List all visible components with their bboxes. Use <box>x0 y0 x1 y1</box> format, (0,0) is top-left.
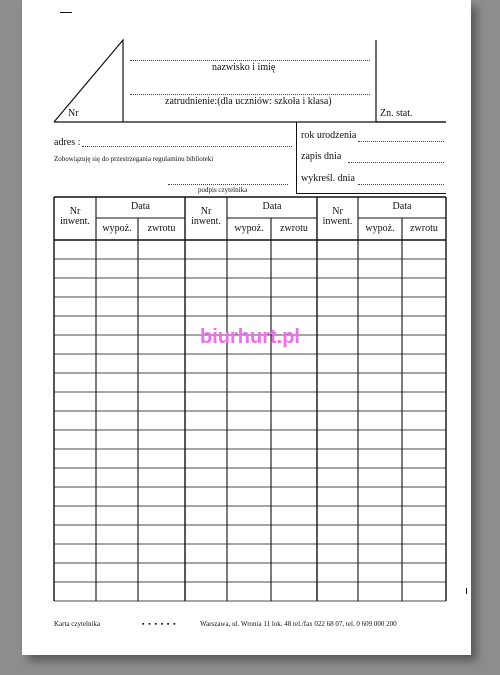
address-label: adres : <box>54 137 81 148</box>
date-header-3: Data <box>392 201 412 212</box>
library-reader-card <box>22 0 471 655</box>
inv-header-2 <box>185 207 227 227</box>
return-header-1: zwrotu <box>147 223 176 234</box>
signature-label: podpis czytelnika <box>198 186 248 194</box>
nr-label: Nr <box>68 108 79 119</box>
footer-right: Warszawa, ul. Wronia 11 lok. 48 tel./fax 022 68 07, tel. 0 609 000 200 <box>200 620 397 628</box>
birth-year-label: rok urodzenia <box>301 130 357 141</box>
loan-header-2: wypoż. <box>234 223 264 234</box>
inv-header-line1: Nr <box>69 206 81 217</box>
edge-mark <box>466 588 467 594</box>
inv-header-line2: inwent. <box>60 216 90 227</box>
inv-header-line1: Nr <box>332 206 343 217</box>
return-header-3: zwrotu <box>410 223 438 234</box>
date-header-2: Data <box>262 201 282 212</box>
inv-header-1 <box>54 207 96 227</box>
status-label: Zn. stat. <box>380 108 413 119</box>
inv-header-3 <box>317 207 358 227</box>
pledge-text: Zobowiązuję się do przestrzegania regulaminu biblioteki <box>54 155 214 163</box>
date-header-1: Data <box>131 201 150 212</box>
footer-left: Karta czytelnika <box>54 620 101 628</box>
inv-header-line1: Nr <box>200 206 212 217</box>
watermark-logo: biurhurt.pl <box>200 326 300 348</box>
inv-header-line2: inwent. <box>191 216 221 227</box>
employment-label: zatrudnienie:(dla uczniów: szkoła i klasa) <box>165 96 332 107</box>
registered-label: zapis dnia <box>301 151 342 162</box>
removed-label: wykreśl. dnia <box>301 173 355 184</box>
loan-header-3: wypoż. <box>365 223 395 234</box>
loan-header-1: wypoż. <box>102 223 132 234</box>
name-label: nazwisko i imię <box>212 62 276 73</box>
footer-dots: ▪ ▪ ▪ ▪ ▪ ▪ <box>142 620 177 628</box>
inv-header-line2: inwent. <box>322 216 353 227</box>
return-header-2: zwrotu <box>280 223 308 234</box>
